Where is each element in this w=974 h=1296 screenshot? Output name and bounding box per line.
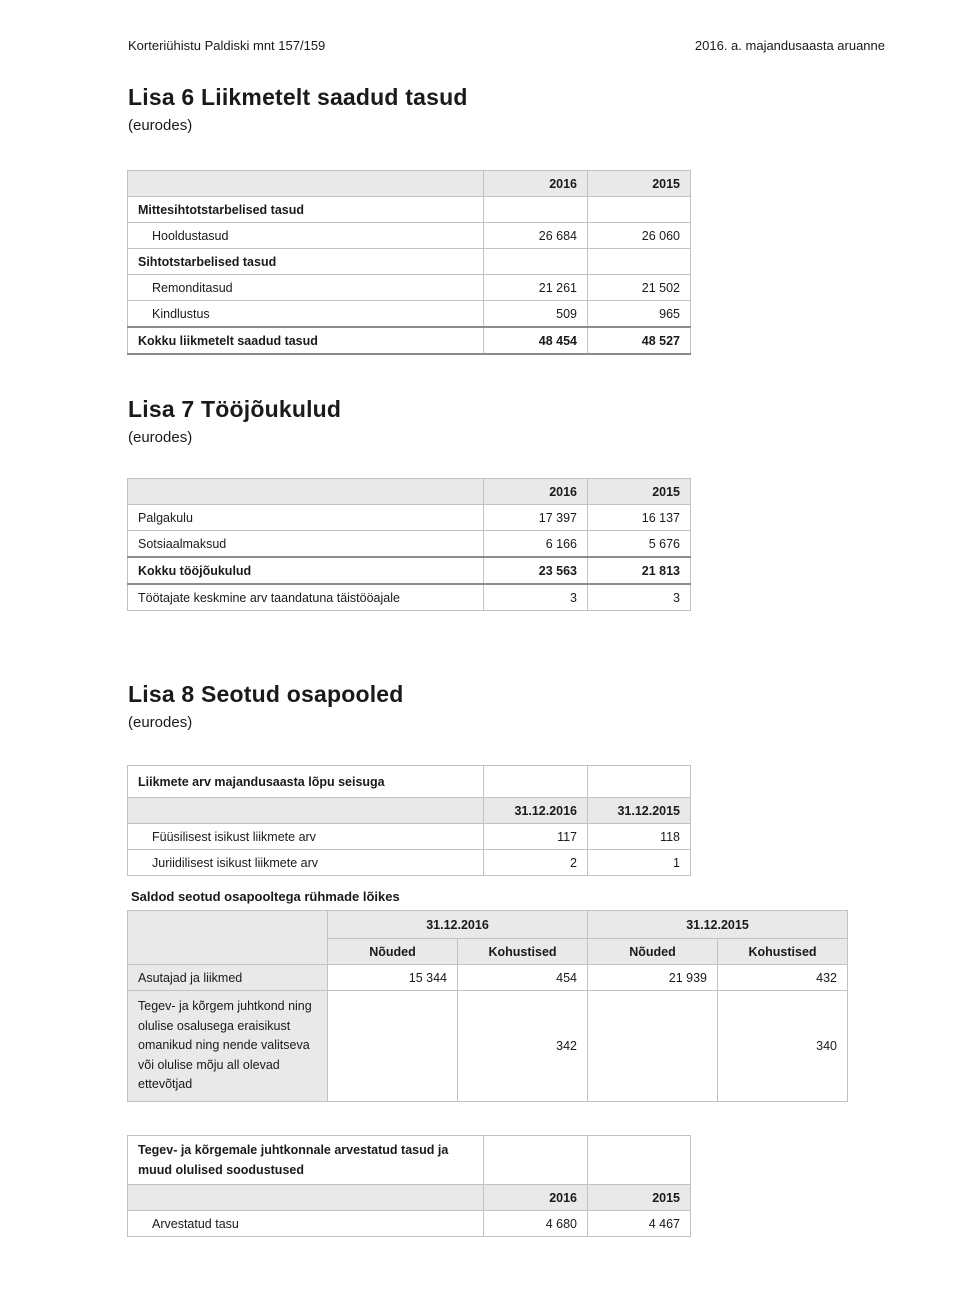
table-row	[128, 223, 691, 249]
lisa6-unit-label: (eurodes)	[128, 117, 193, 134]
table-row	[128, 584, 691, 611]
value-2016: 48 454	[484, 327, 588, 354]
table-total-row	[128, 557, 691, 584]
value-2016: 21 261	[484, 275, 588, 301]
lisa7-title: Lisa 7 Tööjõukulud	[128, 396, 342, 422]
lisa8-balances-table	[127, 910, 848, 1102]
table-header-row-years	[128, 911, 848, 939]
header-empty-cell	[128, 479, 484, 505]
row-label: Hooldustasud	[128, 223, 484, 249]
row-label: Kokku tööjõukulud	[128, 557, 484, 584]
row-label: Mittesihtotstarbelised tasud	[128, 197, 484, 223]
empty-cell	[484, 1136, 588, 1185]
row-label: Sotsiaalmaksud	[128, 531, 484, 558]
value-2016: 509	[484, 301, 588, 328]
row-label: Asutajad ja liikmed	[128, 965, 328, 991]
page-header-company: Korteriühistu Paldiski mnt 157/159	[128, 38, 326, 53]
header-year-2016: 2016	[484, 1185, 588, 1211]
value-2016: 26 684	[484, 223, 588, 249]
row-label: Sihtotstarbelised tasud	[128, 249, 484, 275]
table-row	[128, 531, 691, 558]
value-2016: 2	[484, 850, 588, 876]
table-row	[128, 505, 691, 531]
lisa8-title: Lisa 8 Seotud osapooled	[128, 681, 404, 707]
value-2015: 1	[588, 850, 691, 876]
empty-cell	[588, 1136, 691, 1185]
value-2015: 3	[588, 584, 691, 611]
value-2015	[588, 249, 691, 275]
table-row	[128, 197, 691, 223]
value-2015: 21 813	[588, 557, 691, 584]
page-header-report: 2016. a. majandusaasta aruanne	[694, 38, 885, 53]
row-label: Tegev- ja kõrgem juhtkond ning olulise osalusega eraisikust omanikud ning nende valitseva või olulise mõju all olevad ettevõtjad	[128, 991, 328, 1102]
balances-subtitle: Saldod seotud osapooltega rühmade lõikes	[131, 889, 400, 904]
lisa8-members-table	[127, 765, 691, 876]
header-liabilities-2016: Kohustised	[458, 939, 588, 965]
header-year-2015: 2015	[588, 1185, 691, 1211]
row-label: Juriidilisest isikust liikmete arv	[128, 850, 484, 876]
table-row	[128, 301, 691, 328]
header-claims-2015: Nõuded	[588, 939, 718, 965]
header-empty-cell	[128, 798, 484, 824]
header-empty-cell	[128, 911, 328, 965]
lisa7-table	[127, 478, 691, 611]
row-label: Füüsilisest isikust liikmete arv	[128, 824, 484, 850]
value-2015: 4 467	[588, 1211, 691, 1237]
value-2016	[484, 197, 588, 223]
value-2016: 6 166	[484, 531, 588, 558]
header-date-2016: 31.12.2016	[484, 798, 588, 824]
header-year-2015: 2015	[588, 171, 691, 197]
header-date-2015: 31.12.2015	[588, 798, 691, 824]
header-year-2016: 2016	[484, 479, 588, 505]
value-liabilities-2015: 432	[718, 965, 848, 991]
table-row	[128, 275, 691, 301]
value-2016: 17 397	[484, 505, 588, 531]
value-2015: 21 502	[588, 275, 691, 301]
table-caption: Tegev- ja kõrgemale juhtkonnale arvestatud tasud ja muud olulised soodustused	[128, 1136, 484, 1185]
table-header-row	[128, 479, 691, 505]
value-2016: 4 680	[484, 1211, 588, 1237]
value-liabilities-2016: 342	[458, 991, 588, 1102]
table-header-row	[128, 1185, 691, 1211]
table-total-row	[128, 327, 691, 354]
value-2015: 118	[588, 824, 691, 850]
row-label: Palgakulu	[128, 505, 484, 531]
value-claims-2016: 15 344	[328, 965, 458, 991]
value-2015: 26 060	[588, 223, 691, 249]
value-liabilities-2016: 454	[458, 965, 588, 991]
lisa8-management-table	[127, 1135, 691, 1237]
header-liabilities-2015: Kohustised	[718, 939, 848, 965]
value-claims-2015	[588, 991, 718, 1102]
table-caption: Liikmete arv majandusaasta lõpu seisuga	[128, 766, 484, 798]
header-date-2015: 31.12.2015	[588, 911, 848, 939]
empty-cell	[588, 766, 691, 798]
row-label: Arvestatud tasu	[128, 1211, 484, 1237]
empty-cell	[484, 766, 588, 798]
table-row	[128, 965, 848, 991]
value-claims-2016	[328, 991, 458, 1102]
row-label: Remonditasud	[128, 275, 484, 301]
value-2016: 117	[484, 824, 588, 850]
table-row	[128, 991, 848, 1102]
header-empty-cell	[128, 171, 484, 197]
table-header-row	[128, 171, 691, 197]
lisa6-title: Lisa 6 Liikmetelt saadud tasud	[128, 84, 468, 110]
row-label: Töötajate keskmine arv taandatuna täistööajale	[128, 584, 484, 611]
value-2015	[588, 197, 691, 223]
value-2016	[484, 249, 588, 275]
table-caption-row	[128, 1136, 691, 1185]
table-row	[128, 1211, 691, 1237]
table-row	[128, 824, 691, 850]
value-2015: 5 676	[588, 531, 691, 558]
header-empty-cell	[128, 1185, 484, 1211]
table-header-row	[128, 798, 691, 824]
header-year-2016: 2016	[484, 171, 588, 197]
lisa8-unit-label: (eurodes)	[128, 714, 193, 731]
row-label: Kindlustus	[128, 301, 484, 328]
value-liabilities-2015: 340	[718, 991, 848, 1102]
value-2015: 965	[588, 301, 691, 328]
header-claims-2016: Nõuded	[328, 939, 458, 965]
table-row	[128, 249, 691, 275]
table-caption-row	[128, 766, 691, 798]
row-label: Kokku liikmetelt saadud tasud	[128, 327, 484, 354]
table-row	[128, 850, 691, 876]
header-year-2015: 2015	[588, 479, 691, 505]
lisa7-unit-label: (eurodes)	[128, 429, 193, 446]
value-claims-2015: 21 939	[588, 965, 718, 991]
value-2015: 16 137	[588, 505, 691, 531]
value-2015: 48 527	[588, 327, 691, 354]
value-2016: 23 563	[484, 557, 588, 584]
lisa6-table	[127, 170, 691, 355]
value-2016: 3	[484, 584, 588, 611]
header-date-2016: 31.12.2016	[328, 911, 588, 939]
